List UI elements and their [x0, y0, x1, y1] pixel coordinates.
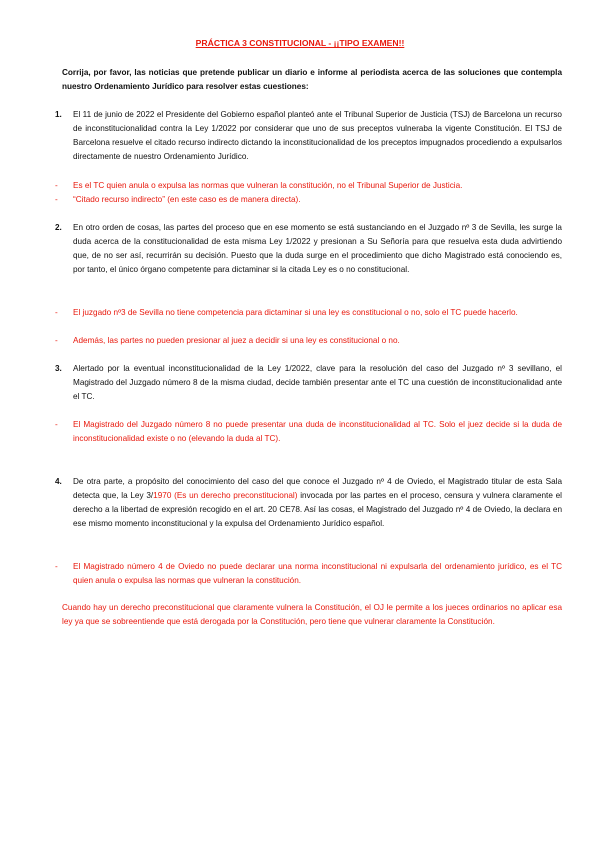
question-4-text: [73, 475, 562, 531]
question-2-answer-2: Además, las partes no pueden presionar al juez a decidir si una ley es constitucional o no.: [73, 336, 400, 345]
conclusion-paragraph: Cuando hay un derecho preconstitucional que claramente vulnera la Constitución, el OJ le permite a los jueces ordinarios no aplicar esa ley ya que se sobreentiende que está derogada por la Constitución, pero tiene que vulnerar claramente la Constitución.: [62, 603, 562, 626]
question-4-answer-1: El Magistrado número 4 de Oviedo no puede declarar una norma inconstitucional ni expulsarla del ordenamiento jurídico, es el TC quien anula o expulsa las normas que vulneran la constitución.: [73, 562, 562, 585]
question-4-text-a: De otra parte, a propósito del conocimiento del caso del que conoce el Juzgado nº 4 de Oviedo, el Magistrado titular de esta Sala detecta que, la Ley 3/: [73, 477, 562, 500]
document-title: PRÁCTICA 3 CONSTITUCIONAL - ¡¡TIPO EXAMEN!!: [195, 38, 405, 48]
intro-paragraph: Corrija, por favor, las noticias que pretende publicar un diario e informe al periodista acerca de las soluciones que contempla nuestro Ordenamiento Jurídico para resolver estas cuestiones:: [62, 68, 562, 91]
question-4-annotation: 1970 (Es un derecho preconstitucional): [153, 491, 298, 500]
answer-bullet: -: [55, 562, 58, 571]
question-4-text-b: invocada por las partes en el proceso, censura y vulnera claramente el derecho a la libertad de expresión recogido en el art. 20 CE78. Así las cosas, el Magistrado del Juzgado nº 4 de Oviedo, la declara en ese mismo momento inconstitucional y la expulsa del Ordenamiento Jurídico español.: [73, 491, 562, 528]
answer-bullet: -: [55, 181, 58, 190]
question-1-answer-1: Es el TC quien anula o expulsa las normas que vulneran la constitución, no el Tribunal Superior de Justicia.: [73, 181, 463, 190]
question-1-text: El 11 de junio de 2022 el Presidente del Gobierno español planteó ante el Tribunal Superior de Justicia (TSJ) de Barcelona un recurso de inconstitucionalidad contra la Ley 1/2022 por considerar que uno de sus preceptos vulneraba la vigente Constitución. El TSJ de Barcelona resuelve el citado recurso indirecto dictando la inconstitucionalidad de los preceptos impugnados procediendo a expulsarlos directamente de nuestro Ordenamiento Jurídico.: [73, 110, 562, 161]
question-3-text: Alertado por la eventual inconstitucionalidad de la Ley 1/2022, clave para la resolución del caso del Juzgado nº 3 sevillano, el Magistrado del Juzgado número 8 de la misma ciudad, decide también presentar ante el TC una cuestión de inconstitucionalidad ante el TC.: [73, 364, 562, 401]
question-1-answer-2: “Citado recurso indirecto” (en este caso es de manera directa).: [73, 195, 301, 204]
question-2-text: En otro orden de cosas, las partes del proceso que en ese momento se está sustanciando en el Juzgado nº 3 de Sevilla, les surge la duda acerca de la constitucionalidad de esta misma Ley 1/2022 y presionan a Su Señoría para que resuelva esta duda advirtiendo que, de no ser así, recurrirán su decisión. Puesto que la duda surge en el procedimiento que dicho Magistrado está conociendo es, por tanto, el único órgano competente para dictaminar si la citada Ley es o no constitucional.: [73, 223, 562, 274]
question-2-answer-1: El juzgado nº3 de Sevilla no tiene competencia para dictaminar si una ley es constitucional o no, solo el TC puede hacerlo.: [73, 308, 518, 317]
answer-bullet: -: [55, 308, 58, 317]
question-3-answer-1: El Magistrado del Juzgado número 8 no puede presentar una duda de inconstitucionalidad al TC. Solo el juez decide si la duda de inconstitucionalidad existe o no (elevando la duda al TC).: [73, 420, 562, 443]
answer-bullet: -: [55, 420, 58, 429]
answer-bullet: -: [55, 195, 58, 204]
question-number: 4.: [55, 477, 62, 486]
answer-bullet: -: [55, 336, 58, 345]
question-number: 1.: [55, 110, 62, 119]
question-number: 3.: [55, 364, 62, 373]
question-number: 2.: [55, 223, 62, 232]
